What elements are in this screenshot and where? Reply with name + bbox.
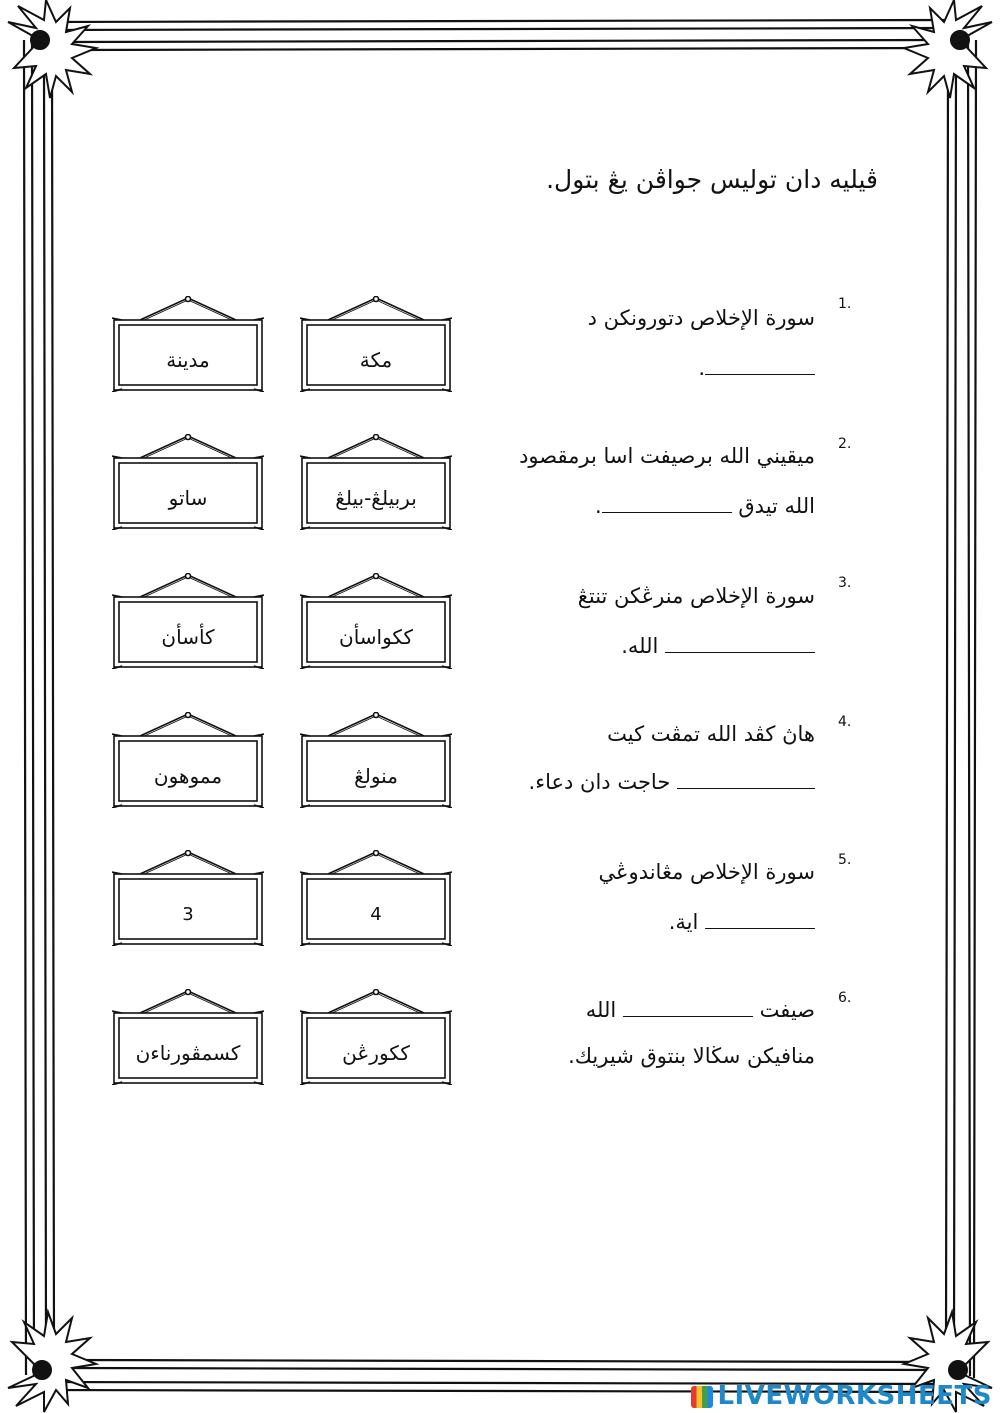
question-text: سورة الإخلاص مڠاندوڠي	[598, 860, 815, 884]
answer-option-sign[interactable]	[112, 296, 264, 392]
answer-blank[interactable]	[677, 770, 815, 789]
answer-option-label: منولڠ	[354, 764, 398, 788]
answer-blank[interactable]	[705, 910, 815, 929]
corner-flower-top-right	[904, 0, 992, 98]
liveworksheets-logo: LIVEWORKSHEETS	[691, 1381, 992, 1411]
answer-option-label: مدينة	[166, 348, 210, 372]
answer-option-sign[interactable]	[112, 989, 264, 1085]
answer-option-sign[interactable]	[112, 573, 264, 669]
answer-option-sign[interactable]	[300, 573, 452, 669]
answer-blank[interactable]	[665, 634, 815, 653]
logo-icon	[691, 1386, 713, 1408]
corner-flower-top-left	[8, 0, 96, 98]
answer-option-label: بربيلڠ-بيلڠ	[335, 486, 417, 510]
answer-option-label: ساتو	[168, 486, 208, 510]
answer-blank[interactable]	[705, 356, 815, 375]
answer-option-label: ككورڠن	[342, 1041, 410, 1065]
answer-option-sign[interactable]	[112, 850, 264, 946]
answer-option-sign[interactable]	[300, 850, 452, 946]
question-text: ميقيني الله برصيفت اسا برمقصود	[519, 444, 815, 468]
answer-option-sign[interactable]	[300, 434, 452, 530]
question-answer-line: الله تيدق .	[595, 494, 815, 518]
question-text: سورة الإخلاص دتورونكن د	[587, 306, 815, 330]
question-number: 2.	[838, 436, 852, 452]
answer-option-sign[interactable]	[112, 434, 264, 530]
answer-option-label: مموهون	[153, 764, 223, 788]
answer-option-sign[interactable]	[300, 712, 452, 808]
question-text: سورة الإخلاص منرڠكن تنتڠ	[577, 584, 815, 608]
question-number: 1.	[838, 296, 852, 312]
answer-option-label: كأسأن	[161, 625, 215, 649]
question-answer-line: الله.	[621, 634, 815, 658]
question-answer-line: اية.	[669, 910, 815, 934]
answer-option-sign[interactable]	[300, 296, 452, 392]
question-text: صيفت الله	[585, 998, 815, 1022]
answer-option-label: كسمڤورناءن	[135, 1041, 241, 1065]
question-number: 6.	[838, 990, 852, 1006]
answer-option-sign[interactable]	[112, 712, 264, 808]
question-number: 4.	[838, 714, 852, 730]
question-text: هاڽ كڤد الله تمڤت كيت	[607, 722, 815, 746]
answer-option-label: 3	[182, 903, 194, 925]
answer-option-sign[interactable]	[300, 989, 452, 1085]
question-text-line2: منافيكن سڬالا بنتوق شيريك.	[568, 1044, 815, 1068]
answer-blank[interactable]	[602, 494, 732, 513]
instructions-heading: ڤيليه دان توليس جواڤن يڠ بتول.	[546, 165, 878, 194]
question-answer-line: .	[698, 356, 815, 380]
corner-flower-bottom-left	[8, 1312, 96, 1412]
question-number: 5.	[838, 852, 852, 868]
answer-option-label: مكة	[359, 348, 393, 372]
question-number: 3.	[838, 575, 852, 591]
answer-blank[interactable]	[623, 998, 753, 1017]
question-answer-line: حاجت دان دعاء.	[529, 770, 815, 794]
answer-option-label: ككواسأن	[339, 625, 413, 649]
answer-option-label: 4	[370, 903, 382, 925]
